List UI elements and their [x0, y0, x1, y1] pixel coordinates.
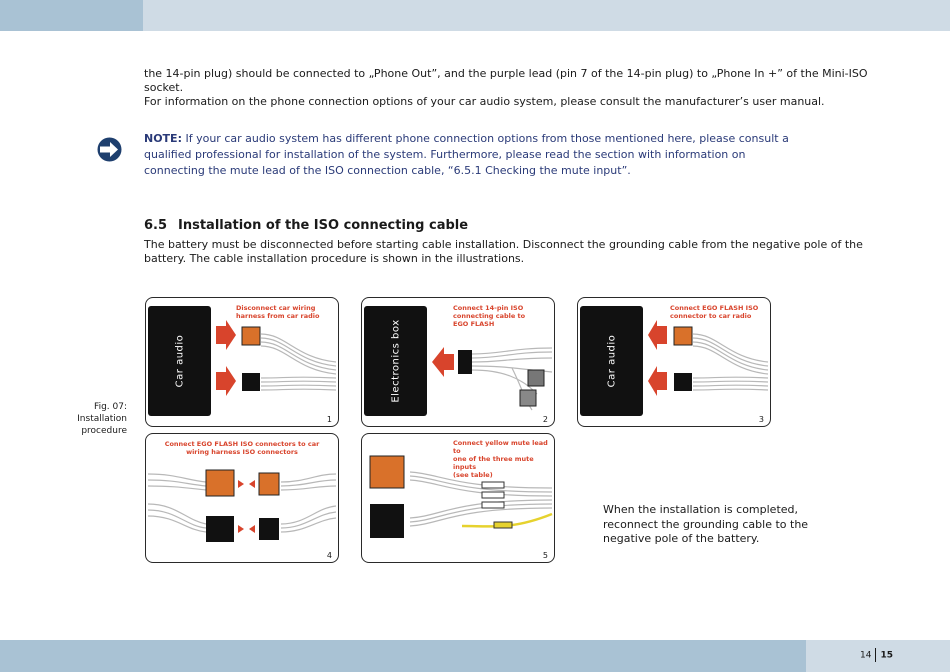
figure-panel-1 [145, 297, 339, 427]
arrow-left-icon [432, 347, 454, 377]
arrow-left-icon [648, 366, 667, 396]
figure-panel-3 [577, 297, 771, 427]
panel-1-drawing [146, 298, 338, 426]
panel-4-number: 4 [326, 551, 332, 560]
header-bar-right [143, 0, 950, 31]
page-divider [875, 648, 876, 662]
arrow-left-icon [648, 320, 667, 350]
figure-label [70, 401, 127, 437]
section-para-line-2: battery. The cable installation procedure is shown in the illustrations. [144, 252, 525, 265]
intro-line-2: socket. [144, 81, 184, 94]
final-line-3: negative pole of the battery. [603, 532, 760, 545]
figure-label-line-2: Installation [77, 414, 127, 424]
section-para-line-1: The battery must be disconnected before starting cable installation. Disconnect the grounding cable from the negative pole of the [144, 238, 863, 251]
panel-3-number: 3 [758, 415, 764, 424]
arrow-left-icon [216, 366, 236, 396]
note-text: If your car audio system has different phone connection options from those mentioned here, please consult a qualified professional for installation of the system. Furthermore, please read the section with information on connecting the mute lead of the ISO connection cable, “6.5.1 Checking the mute input”. [144, 132, 789, 177]
figure-label-line-3: procedure [81, 426, 127, 436]
footer-bar-left [0, 640, 806, 672]
note-block [144, 131, 804, 179]
panel-2-number: 2 [542, 415, 548, 424]
panel-2-drawing [362, 298, 554, 426]
panel-5-number: 5 [542, 551, 548, 560]
figure-panel-4 [145, 433, 339, 563]
panel-1-caption: Disconnect car wiring harness from car radio [236, 304, 320, 320]
header-bar-left [0, 0, 143, 31]
panel-5-caption: Connect yellow mute lead to one of the three mute inputs (see table) [453, 439, 548, 479]
note-label: NOTE: [144, 132, 182, 145]
page-numbers [860, 648, 893, 662]
car-audio-box: Car audio [148, 306, 211, 416]
panel-1-number: 1 [326, 415, 332, 424]
final-line-1: When the installation is completed, [603, 503, 799, 516]
panel-4-drawing [146, 434, 338, 562]
arrow-left-icon [216, 320, 236, 350]
page-number-left: 14 [860, 650, 872, 661]
page-number-right: 15 [880, 650, 893, 661]
section-heading [144, 218, 468, 233]
figure-panel-5 [361, 433, 555, 563]
panel-5-drawing [362, 434, 554, 562]
panel-2-caption: Connect 14-pin ISO connecting cable to EGO FLASH [453, 304, 526, 328]
intro-line-1: the 14-pin plug) should be connected to „Phone Out”, and the purple lead (pin 7 of the 14-pin plug) to „Phone In +” of the Mini-ISO [144, 67, 868, 80]
car-audio-box: Car audio [580, 306, 643, 416]
intro-line-3: For information on the phone connection options of your car audio system, please consult the manufacturer’s user manual. [144, 95, 825, 108]
electronics-box: Electronics box [364, 306, 427, 416]
figure-label-line-1: Fig. 07: [94, 402, 127, 412]
arrow-right-circle-icon [97, 137, 122, 162]
panel-4-caption: Connect EGO FLASH ISO connectors to car wiring harness ISO connectors [164, 440, 320, 456]
panel-3-drawing [578, 298, 770, 426]
section-number: 6.5 [144, 218, 168, 233]
section-title: Installation of the ISO connecting cable [178, 218, 469, 233]
panel-3-caption: Connect EGO FLASH ISO connector to car radio [670, 304, 759, 320]
final-note [603, 503, 813, 547]
final-line-2: reconnect the grounding cable to the [603, 517, 809, 531]
figure-panel-2 [361, 297, 555, 427]
